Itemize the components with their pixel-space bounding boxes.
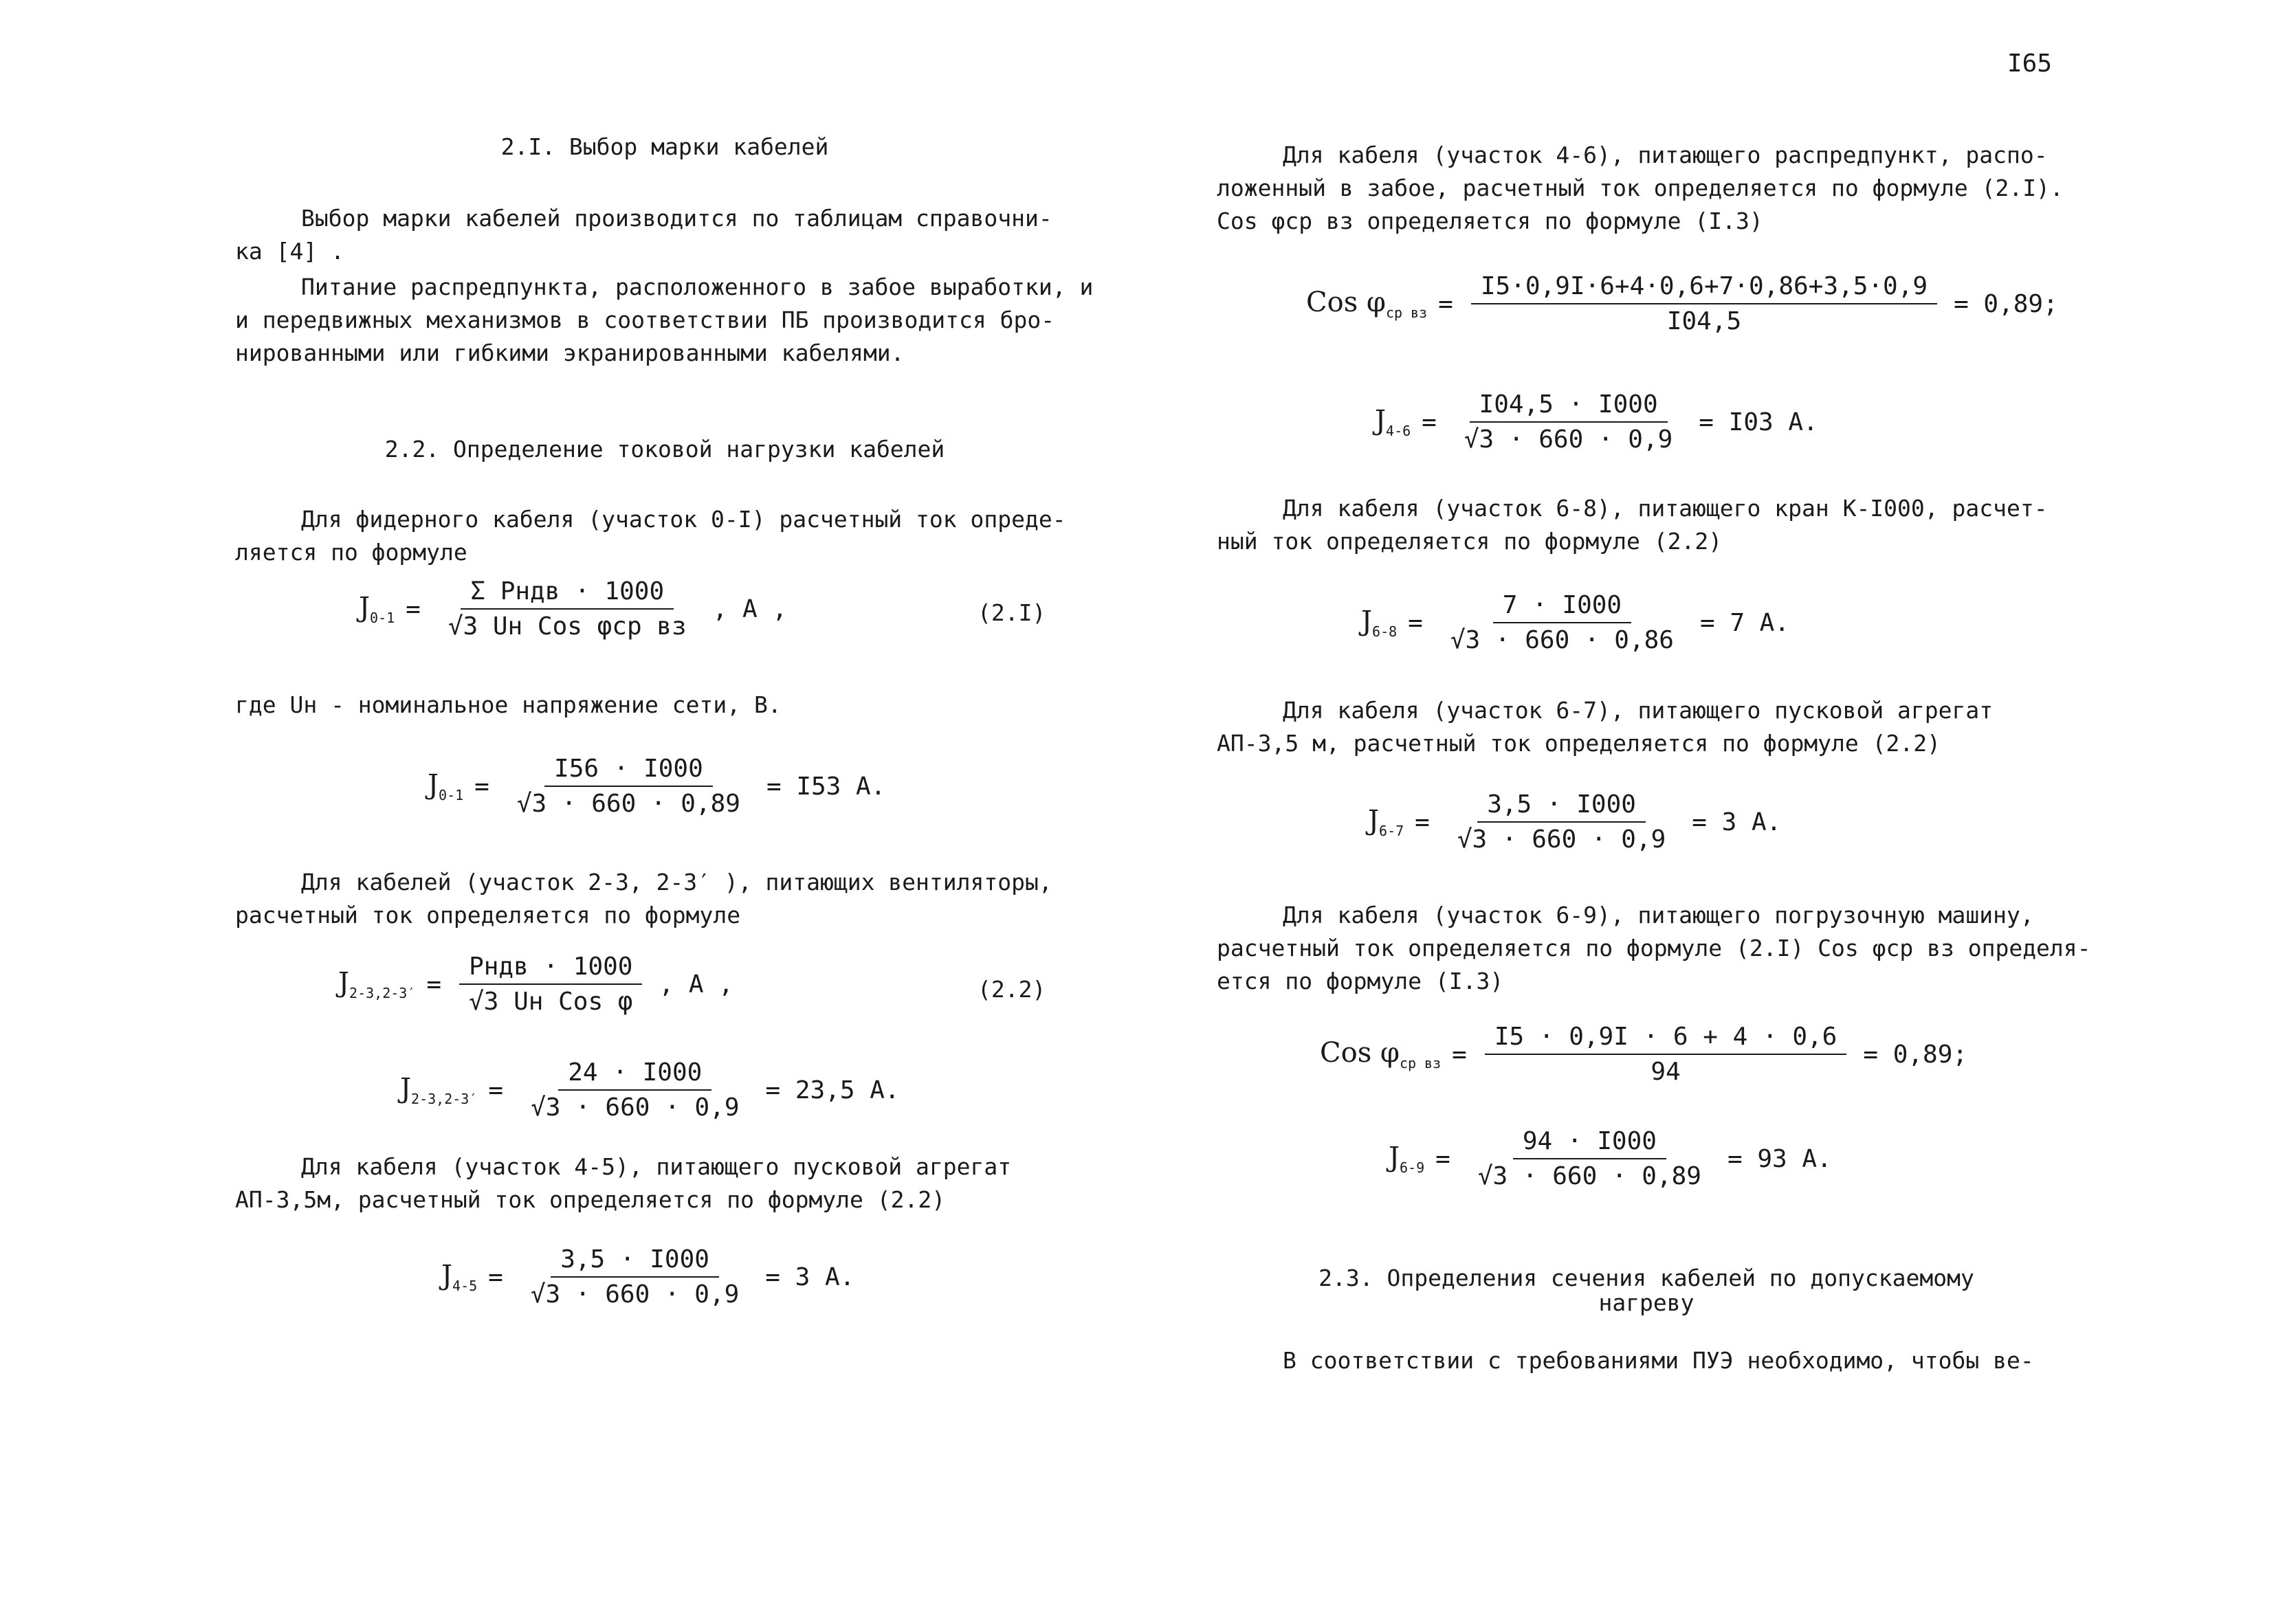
paragraph-line: где Uн - номинальное напряжение сети, В. xyxy=(235,691,782,718)
paragraph-line: и передвижных механизмов в соответствии ПБ производится бро- xyxy=(235,307,1055,333)
section-2-1-title: 2.I. Выбор марки кабелей xyxy=(500,133,829,160)
paragraph-line: Для кабеля (участок 4-5), питающего пусковой агрегат xyxy=(301,1153,1012,1180)
formula-number: (2.2) xyxy=(978,976,1046,1003)
paragraph-line: АП-3,5 м, расчетный ток определяется по формуле (2.2) xyxy=(1217,730,1941,757)
equation-j01: $J_{0-1}$ = $\frac{I56 \cdot I000}{√3 \cdot 660 \cdot 0,89}$ = I53 A. xyxy=(428,755,886,818)
paragraph-line: ный ток определяется по формуле (2.2) xyxy=(1217,528,1723,555)
paragraph-line: Для кабеля (участок 6-7), питающего пусковой агрегат xyxy=(1283,697,1994,724)
formula-number: (2.I) xyxy=(978,599,1046,626)
page-number: I65 xyxy=(2007,49,2053,78)
equation-j45: $J_{4-5}$ = $\frac{3,5 \cdot I000}{√3 \cdot 660 \cdot 0,9}$ = 3 A. xyxy=(441,1245,855,1309)
left-column xyxy=(235,0,1094,1624)
paragraph-line: ложенный в забое, расчетный ток определяется по формуле (2.I). xyxy=(1217,175,2064,201)
paragraph-line: Питание распредпункта, расположенного в забое выработки, и xyxy=(301,274,1094,300)
formula-2-2: $J_{2-3,2-3'}$ = $\frac{\text{Pндв · 1000}}{\text{√3 Uн Cos φ}}$ , A , xyxy=(338,953,733,1016)
fraction: $\frac{\text{Σ Pндв · 1000}}{\text{√3 Uн Cos φср вз}}$ xyxy=(448,577,687,641)
right-column xyxy=(1217,0,2091,1624)
equation-j68: $J_{6-8}$ = $\frac{7 \cdot I000}{√3 \cdot 660 \cdot 0,86}$ = 7 A. xyxy=(1361,591,1790,654)
paragraph-line: ется по формуле (I.3) xyxy=(1217,968,1504,994)
section-2-2-title: 2.2. Определение токовой нагрузки кабелей xyxy=(384,436,945,463)
paragraph-line: Для кабеля (участок 6-8), питающего кран К-I000, расчет- xyxy=(1283,495,2048,522)
formula-lhs: $J_{0-1}$ xyxy=(359,592,395,626)
paragraph-line: Для кабеля (участок 6-9), питающего погрузочную машину, xyxy=(1283,902,2034,928)
section-2-3-title-cont: нагреву xyxy=(1598,1289,1695,1316)
equation-cos-2: Cos $\varphi_{ср вз}$ = $\frac{I5 \cdot 0,9I \cdot 6 + 4 \cdot 0,6}{94}$ = 0,89; xyxy=(1320,1023,1968,1086)
equation-j69: $J_{6-9}$ = $\frac{94 \cdot I000}{√3 \cdot 660 \cdot 0,89}$ = 93 A. xyxy=(1389,1127,1832,1190)
paragraph-line: Для кабеля (участок 4-6), питающего распредпункт, распо- xyxy=(1283,142,2048,168)
equation-j46: $J_{4-6}$ = $\frac{I04,5 \cdot I000}{√3 \cdot 660 \cdot 0,9}$ = I03 A. xyxy=(1375,390,1818,454)
paragraph-line: ляется по формуле xyxy=(235,539,467,566)
paragraph-line: ка [4] . xyxy=(235,238,344,265)
paragraph-line: В соответствии с требованиями ПУЭ необходимо, чтобы ве- xyxy=(1283,1347,2034,1374)
paragraph-line: Для кабелей (участок 2-3, 2-3′ ), питающих вентиляторы, xyxy=(301,869,1052,896)
paragraph-line: расчетный ток определяется по формуле (2.I) Cos φср вз определя- xyxy=(1217,935,2091,961)
paragraph-line: нированными или гибкими экранированными кабелями. xyxy=(235,340,905,366)
paragraph-line: Для фидерного кабеля (участок 0-I) расчетный ток опреде- xyxy=(301,506,1066,533)
equation-j23: $J_{2-3,2-3'}$ = $\frac{24 \cdot I000}{√3 \cdot 660 \cdot 0,9}$ = 23,5 A. xyxy=(400,1058,900,1122)
section-2-3-title: 2.3. Определения сечения кабелей по допускаемому xyxy=(1318,1265,1974,1291)
formula-2-1: $J_{0-1}$ = $\frac{\text{Σ Pндв · 1000}}{\text{√3 Uн Cos φср вз}}$ , A , xyxy=(359,577,788,641)
paragraph-line: расчетный ток определяется по формуле xyxy=(235,902,741,928)
paragraph-line: Выбор марки кабелей производится по таблицам справочни- xyxy=(301,205,1052,232)
paragraph-line: АП-3,5м, расчетный ток определяется по формуле (2.2) xyxy=(235,1186,946,1213)
equation-cos-1: Cos $\varphi_{ср вз}$ = $\frac{I5\cdot 0,9I\cdot 6+4\cdot 0,6+7\cdot 0,86+3,5\cdot 0,9}{I04,5}$ = 0,89; xyxy=(1306,272,2058,335)
paragraph-line: Cos φср вз определяется по формуле (I.3) xyxy=(1217,208,1763,234)
equation-j67: $J_{6-7}$ = $\frac{3,5 \cdot I000}{√3 \cdot 660 \cdot 0,9}$ = 3 A. xyxy=(1368,790,1782,854)
